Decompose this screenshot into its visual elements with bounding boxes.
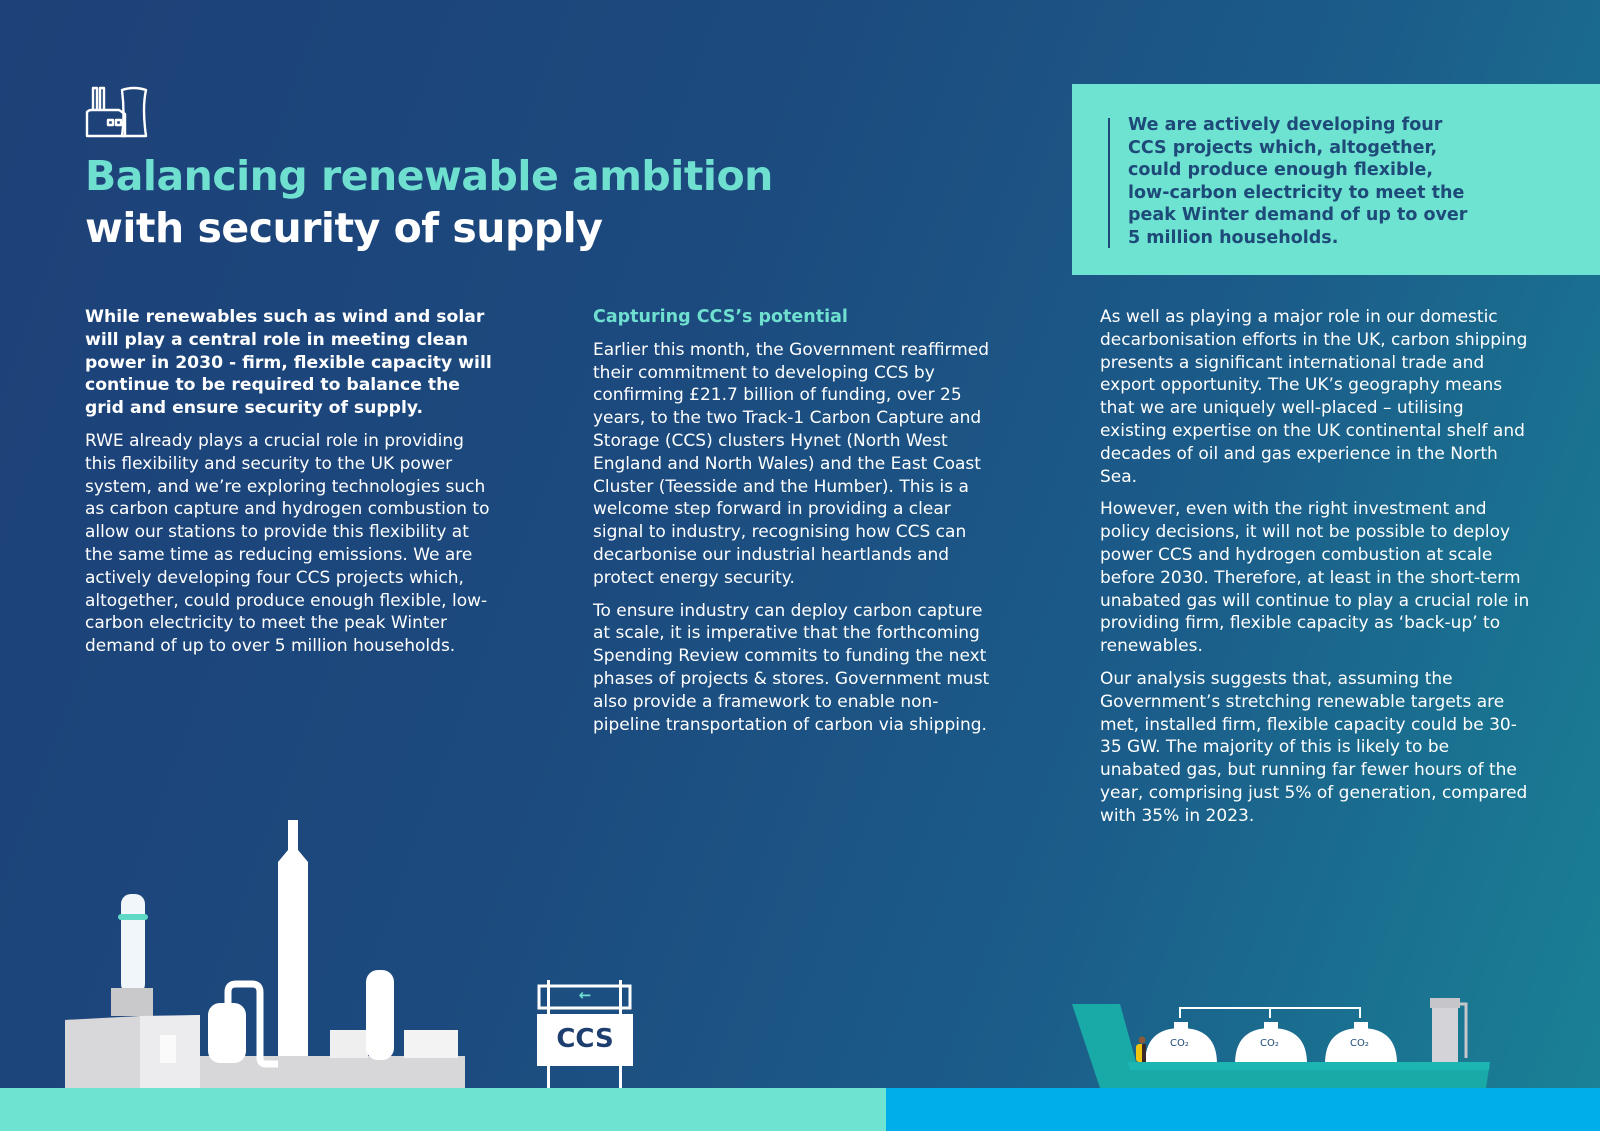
pull-quote-box bbox=[1072, 84, 1600, 275]
footer-bar-teal bbox=[0, 1088, 886, 1131]
body-paragraph: However, even with the right investment and policy decisions, it will not be possible to deploy power CCS and hydrogen combustion at scale before 2030. Therefore, at least in the short-term unabated gas will continue to play a crucial role in providing firm, flexible capacity as ‘back-up’ to renewables. bbox=[1100, 499, 1530, 657]
co2-ship-illustration bbox=[1070, 982, 1510, 1088]
title-line-1: Balancing renewable ambition bbox=[85, 152, 773, 200]
arrow-left-icon: ← bbox=[578, 986, 592, 1004]
column-2 bbox=[593, 306, 1003, 746]
lead-paragraph: While renewables such as wind and solar will play a central role in meeting clean power in 2030 - firm, flexible capacity will continue to be required to balance the grid and ensure security of supply. bbox=[85, 307, 492, 419]
body-paragraph: RWE already plays a crucial role in providing this flexibility and security to the UK power system, and we’re exploring technologies such as carbon capture and hydrogen combustion to allow our stations to provide this flexibility at the same time as reducing emissions. We are actively developing four CCS projects which, altogether, could produce enough flexible, low-carbon electricity to meet the peak Winter demand of up to over 5 million households. bbox=[85, 430, 490, 657]
quote-bar bbox=[1108, 118, 1110, 248]
body-paragraph: Earlier this month, the Government reaffirmed their commitment to developing CCS by confirming £21.7 billion of funding, over 25 years, to the two Track-1 Carbon Capture and Storage (CCS) clusters Hynet (North West England and North Wales) and the East Coast Cluster (Teesside and the Humber). This is a welcome step forward in providing a clear signal to industry, recognising how CCS can decarbonise our industrial heartlands and protect energy security. bbox=[593, 339, 990, 588]
column-3 bbox=[1100, 306, 1530, 838]
body-paragraph: Our analysis suggests that, assuming the Government’s stretching renewable targets are met, installed firm, flexible capacity could be 30-35 GW. The majority of this is likely to be unabated gas, but running far fewer hours of the year, comprising just 5% of generation, compared with 35% in 2023. bbox=[1100, 668, 1528, 826]
column-1 bbox=[85, 306, 495, 668]
factory-icon bbox=[85, 86, 149, 138]
body-paragraph: As well as playing a major role in our domestic decarbonisation efforts in the UK, carbon shipping presents a significant international trade and export opportunity. The UK’s geography means that we are uniquely well-placed – utilising existing expertise on the UK continental shelf and decades of oil and gas experience in the North Sea. bbox=[1100, 307, 1528, 487]
tank-label: CO₂ bbox=[1260, 1038, 1279, 1049]
title-line-2: with security of supply bbox=[85, 204, 603, 252]
pull-quote-text: We are actively developing four CCS projects which, altogether, could produce enough flexible, low-carbon electricity to meet the peak Winter demand of up to over 5 million households. bbox=[1128, 115, 1468, 248]
page-title bbox=[85, 150, 773, 254]
sign-label: CCS bbox=[556, 1024, 614, 1054]
tank-label: CO₂ bbox=[1350, 1038, 1369, 1049]
section-heading: Capturing CCS’s potential bbox=[593, 307, 848, 327]
body-paragraph: To ensure industry can deploy carbon capture at scale, it is imperative that the forthcoming Spending Review commits to funding the next phases of projects & stores. Government must also provide a framework to enable non-pipeline transportation of carbon via shipping. bbox=[593, 600, 990, 735]
industrial-plant-illustration bbox=[60, 820, 470, 1088]
footer-bar-blue bbox=[886, 1088, 1600, 1131]
tank-label: CO₂ bbox=[1170, 1038, 1189, 1049]
ccs-sign-illustration bbox=[535, 980, 635, 1088]
